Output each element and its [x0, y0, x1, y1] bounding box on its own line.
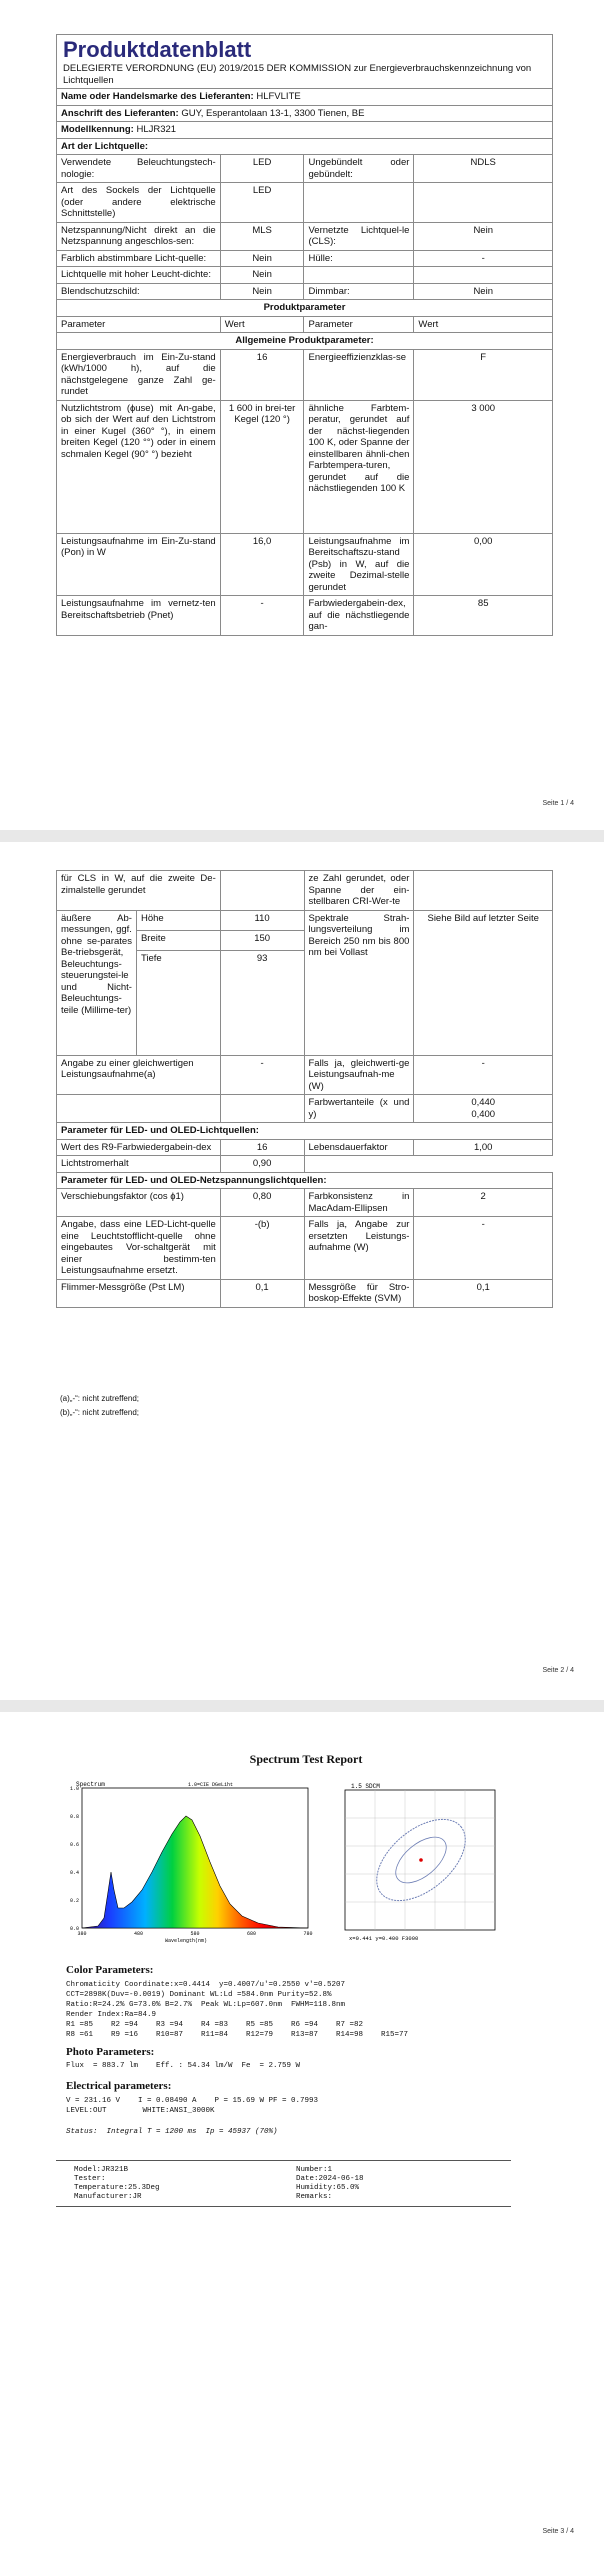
- date-text: Date:2024-06-18: [296, 2175, 364, 2183]
- spectrum-chart: [68, 1780, 318, 1945]
- color-tunable-value: Nein: [220, 250, 304, 267]
- humidity-text: Humidity:65.0%: [296, 2184, 360, 2192]
- dimensions-label: äußere Ab-messungen, ggf. ohne se-parates Be-triebsgerät, Beleuchtungs-steuerungstei-le und Nicht-Beleuchtungs-teile (Millime-ter): [57, 910, 137, 1055]
- color-param-line-4: Render Index:Ra=84.9: [66, 2011, 157, 2019]
- shell-label: Hülle:: [304, 250, 414, 267]
- color-params-heading: Color Parameters:: [66, 1964, 154, 1976]
- mains-params-header: Parameter für LED- und OLED-Netzspannungslichtquellen:: [57, 1172, 553, 1189]
- page-3: [0, 1712, 604, 2560]
- chroma-label: Farbwertanteile (x und y): [304, 1095, 414, 1123]
- page-number: Seite 3 / 4: [542, 2528, 574, 2535]
- height-value: 110: [220, 910, 304, 930]
- photo-params-heading: Photo Parameters:: [66, 2046, 155, 2058]
- ellipse-label: 1.5 SDCM: [351, 1783, 380, 1790]
- hld-label: Lichtquelle mit hoher Leucht-dichte:: [57, 267, 221, 284]
- cri-value: 85: [414, 596, 553, 636]
- electrical-line-2: LEVEL:OUT WHITE:ANSI_3000K: [66, 2107, 215, 2115]
- energy-value: 16: [220, 349, 304, 400]
- y-tick-label: 0.8: [70, 1814, 80, 1820]
- supplier-label: Name oder Handelsmarke des Lieferanten:: [61, 91, 254, 102]
- cct-value: 3 000: [414, 400, 553, 533]
- psb-value: 0,00: [414, 533, 553, 596]
- cls-cont-label: für CLS in W, auf die zweite De-zimalstelle gerundet: [57, 871, 221, 911]
- product-params-header: Produktparameter: [57, 300, 553, 317]
- cct-label: ähnliche Farbtem-peratur, gerundet auf der nächst-liegenden 100 K, oder Spanne der einstellbaren ähnli-chen Farbtempera-turen, gerundet auf die nächstliegenden 100 K: [304, 400, 414, 533]
- x-tick-label: 480: [133, 1931, 144, 1937]
- replace-power-label: Falls ja, Angabe zur ersetzten Leistungs-aufnahme (W): [304, 1217, 414, 1280]
- flux-value: 1 600 in brei-ter Kegel (120 °): [220, 400, 304, 533]
- remarks-text: Remarks:: [296, 2193, 333, 2201]
- eclass-value: F: [414, 349, 553, 400]
- model-value: HLJR321: [136, 124, 177, 135]
- equiv2-value: -: [414, 1055, 553, 1095]
- connected-label: Vernetzte Lichtquel-le (CLS):: [304, 222, 414, 250]
- model-label: Modellkennung:: [61, 124, 134, 135]
- wert-col-header: Wert: [220, 316, 304, 333]
- unbundled-value: NDLS: [414, 155, 553, 183]
- y-tick-label: 0.6: [70, 1842, 80, 1848]
- ellipse-caption: x=0.441 y=0.400 F3000: [349, 1935, 419, 1942]
- cri-cont-label: ze Zahl gerundet, oder Spanne der ein-stellbaren CRI-Wer-te: [304, 871, 414, 911]
- supplier-value: HLFVLITE: [256, 91, 301, 102]
- flicker-label: Flimmer-Messgröße (Pst LM): [57, 1279, 221, 1307]
- type-header: Art der Lichtquelle:: [57, 138, 553, 155]
- connected-value: Nein: [414, 222, 553, 250]
- pon-value: 16,0: [220, 533, 304, 596]
- pon-label: Leistungsaufnahme im Ein-Zu-stand (Pon) in W: [57, 533, 221, 596]
- color-param-line-6: R8 =61 R9 =16 R10=87 R11=84 R12=79 R13=87 R14=98 R15=77: [66, 2031, 409, 2039]
- number-text: Number:1: [296, 2166, 333, 2174]
- r9-value: 16: [220, 1139, 304, 1156]
- dimmable-label: Dimmbar:: [304, 283, 414, 300]
- macadam-label: Farbkonsistenz in MacAdam-Ellipsen: [304, 1189, 414, 1217]
- spectral-label: Spektrale Strah-lungsverteilung im Bereich 250 nm bis 800 nm bei Vollast: [304, 910, 414, 1055]
- cri-label: Farbwiedergabein-dex, auf die nächstliegende gan-: [304, 596, 414, 636]
- param-col-header-2: Parameter: [304, 316, 414, 333]
- color-param-line-3: Ratio:R=24.2% G=73.0% B=2.7% Peak WL:Lp=607.0nm FWHM=118.8nm: [66, 2001, 346, 2009]
- r9-label: Wert des R9-Farbwiedergabein-dex: [57, 1139, 221, 1156]
- led-params-header: Parameter für LED- und OLED-Lichtquellen:: [57, 1123, 553, 1140]
- electrical-params-heading: Electrical parameters:: [66, 2080, 172, 2092]
- page-number: Seite 2 / 4: [542, 1667, 574, 1674]
- spectrum-report: [56, 1740, 556, 2440]
- footnote-b: (b)„-“: nicht zutreffend;: [60, 1408, 139, 1417]
- regulation-text: DELEGIERTE VERORDNUNG (EU) 2019/2015 DER KOMMISSION zur Energieverbrauchskennzeichnung von Lichtquellen: [63, 63, 532, 86]
- x-tick-label: 580: [190, 1931, 200, 1937]
- x-tick-label: 680: [246, 1931, 257, 1937]
- mains-label: Netzspannung/Nicht direkt an die Netzspannung angeschlos-sen:: [57, 222, 221, 250]
- pf-value: 0,80: [220, 1189, 304, 1217]
- status-line: Status: Integral T = 1200 ms Ip = 45937 (70%): [66, 2128, 278, 2136]
- report-divider-bottom: [56, 2206, 511, 2207]
- socket-label: Art des Sockels der Lichtquelle (oder andere elektrische Schnittstelle): [57, 183, 221, 223]
- address-label: Anschrift des Lieferanten:: [61, 107, 179, 119]
- macadam-value: 2: [414, 1189, 553, 1217]
- psb-label: Leistungsaufnahme im Bereitschaftszu-stand (Psb) in W, auf die zweite Dezimal-stelle gerundet: [304, 533, 414, 596]
- color-param-line-1: Chromaticity Coordinate:x=0.4414 y=0.4007/u'=0.2550 v'=0.5207: [66, 1981, 346, 1989]
- tech-value: LED: [220, 155, 304, 183]
- chroma-x-value: 0,440: [471, 1097, 496, 1108]
- tech-label: Verwendete Beleuchtungstech-nologie:: [57, 155, 221, 183]
- y-tick-label: 0.2: [70, 1898, 80, 1904]
- depth-label: Tiefe: [136, 950, 220, 1055]
- page-2: [0, 842, 604, 1700]
- y-tick-label: 0.0: [70, 1926, 80, 1932]
- color-param-line-5: R1 =85 R2 =94 R3 =94 R4 =83 R5 =85 R6 =94 R7 =82: [66, 2021, 364, 2029]
- maintenance-label: Lichtstromerhalt: [57, 1156, 221, 1173]
- spectral-value: Siehe Bild auf letzter Seite: [414, 910, 553, 1055]
- chromaticity-point: [419, 1858, 423, 1862]
- replace-power-value: -: [414, 1217, 553, 1280]
- flux-label: Nutzlichtstrom (ɸuse) mit An-gabe, ob sich der Wert auf den Lichtstrom in einer Kugel (360° °), in einem breiten Kegel (120 °°) oder in einem schmalen Kegel (90° °) bezieht: [57, 400, 221, 533]
- address-value: GUY, Esperantolaan 13-1, 3300 Tienen, BE: [181, 107, 365, 119]
- unbundled-label: Ungebündelt oder gebündelt:: [304, 155, 414, 183]
- report-title: Spectrum Test Report: [249, 1752, 363, 1766]
- y-tick-label: 0.4: [70, 1870, 80, 1876]
- depth-value: 93: [220, 950, 304, 1055]
- width-label: Breite: [136, 930, 220, 950]
- wert-col-header-2: Wert: [414, 316, 553, 333]
- temperature-text: Temperature:25.3Deg: [74, 2184, 160, 2192]
- x-tick-label: 780: [303, 1931, 313, 1937]
- page-1: [0, 0, 604, 830]
- general-params-header: Allgemeine Produktparameter:: [57, 333, 553, 350]
- photo-param-line: Flux = 883.7 lm Eff. : 54.34 lm/W Fe = 2.759 W: [66, 2062, 301, 2070]
- x-axis-label: Wavelength(nm): [164, 1938, 208, 1944]
- height-label: Höhe: [136, 910, 220, 930]
- report-divider: [56, 2160, 511, 2161]
- page-number: Seite 1 / 4: [542, 800, 574, 807]
- stroboscopic-value: 0,1: [414, 1279, 553, 1307]
- model-text: Model:JR321B: [74, 2166, 129, 2174]
- glare-label: Blendschutzschild:: [57, 283, 221, 300]
- chroma-y-value: 0,400: [471, 1108, 496, 1120]
- footnote-a: (a)„-“: nicht zutreffend;: [60, 1394, 139, 1403]
- datasheet-table-page2: [56, 870, 553, 1308]
- maintenance-value: 0,90: [220, 1156, 304, 1173]
- energy-label: Energieverbrauch im Ein-Zu-stand (kWh/1000 h), auf die nächstgelegene ganze Zahl ge-rundet: [57, 349, 221, 400]
- color-param-line-2: CCT=2898K(Duv=-0.0019) Dominant WL:Ld =584.0nm Purity=52.8%: [66, 1991, 332, 1999]
- param-col-header: Parameter: [57, 316, 221, 333]
- electrical-line-1: V = 231.16 V I = 0.08490 A P = 15.69 W PF = 0.7993: [66, 2097, 319, 2105]
- equiv2-label: Falls ja, gleichwerti-ge Leistungsaufnah-me (W): [304, 1055, 414, 1095]
- lifetime-label: Lebensdauerfaktor: [304, 1139, 414, 1156]
- datasheet-table-page1: [56, 34, 553, 636]
- hld-value: Nein: [220, 267, 304, 284]
- dimmable-value: Nein: [414, 283, 553, 300]
- pnet-value: -: [220, 596, 304, 636]
- equiv-value: -: [220, 1055, 304, 1095]
- stroboscopic-label: Messgröße für Stro-boskop-Effekte (SVM): [304, 1279, 414, 1307]
- pnet-label: Leistungsaufnahme im vernetz-ten Bereitschaftsbetrieb (Pnet): [57, 596, 221, 636]
- width-value: 150: [220, 930, 304, 950]
- manufacturer-text: Manufacturer:JR: [74, 2193, 142, 2201]
- flicker-value: 0,1: [220, 1279, 304, 1307]
- replacement-value: -(b): [220, 1217, 304, 1280]
- spectrum-cie: 1.0=CIE DGeLiht: [188, 1782, 234, 1788]
- glare-value: Nein: [220, 283, 304, 300]
- x-tick-label: 380: [77, 1931, 87, 1937]
- macadam-ellipse-chart: [341, 1780, 501, 1945]
- eclass-label: Energieeffizienzklas-se: [304, 349, 414, 400]
- spectrum-label: Spectrum: [76, 1781, 105, 1788]
- socket-value: LED: [220, 183, 304, 223]
- equiv-label: Angabe zu einer gleichwertigen Leistungsaufnahme(a): [57, 1055, 221, 1095]
- replacement-label: Angabe, dass eine LED-Licht-quelle eine Leuchtstofflicht-quelle ohne eingebautes Vor-schaltgerät mit einer bestimm-ten Leistungsaufnahme ersetzt.: [57, 1217, 221, 1280]
- color-tunable-label: Farblich abstimmbare Licht-quelle:: [57, 250, 221, 267]
- mains-value: MLS: [220, 222, 304, 250]
- pf-label: Verschiebungsfaktor (cos ɸ1): [57, 1189, 221, 1217]
- lifetime-value: 1,00: [414, 1139, 553, 1156]
- y-tick-label: 1.0: [70, 1786, 80, 1792]
- shell-value: -: [414, 250, 553, 267]
- tester-text: Tester:: [74, 2175, 106, 2183]
- page-title: Produktdatenblatt: [63, 37, 252, 62]
